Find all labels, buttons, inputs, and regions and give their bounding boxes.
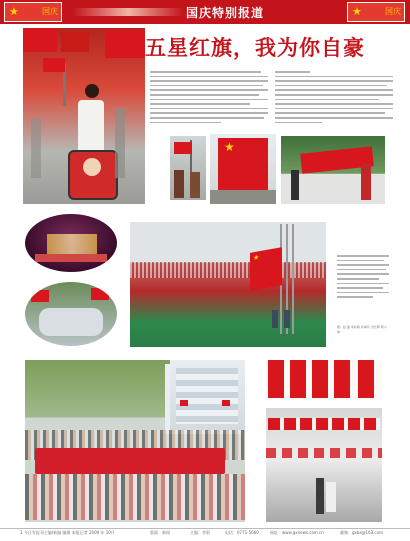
photo-school-building — [170, 360, 245, 430]
photo-hanging-flags — [266, 360, 382, 400]
headline: 五星红旗，我为你自豪 — [145, 36, 365, 60]
photo-byline: 图：赵 夏 李彩娟 许梅玲 田志辉 陈小坤 — [337, 325, 387, 334]
photo-car-with-flags — [25, 282, 117, 346]
newspaper-logo-right — [347, 2, 405, 22]
decorative-ribbon — [72, 8, 184, 16]
footer-item: 邮箱：gxbs@163.com — [340, 530, 383, 535]
photo-children-raising-flag — [170, 136, 206, 200]
article-body-col-3 — [337, 252, 389, 322]
footer-item: 主编：李莉 — [190, 530, 210, 535]
section-title: 国庆特别报道 — [186, 6, 265, 20]
photo-street-with-flags — [266, 408, 382, 522]
photo-stage-performance — [25, 214, 117, 272]
article-body-col-2 — [275, 68, 393, 138]
star-icon: ★ — [9, 5, 19, 18]
logo-right-text: 国庆 — [385, 7, 401, 16]
photo-flag-closeup: ★ — [210, 134, 276, 204]
newspaper-logo-left — [4, 2, 62, 22]
photo-woman-with-flag — [23, 28, 145, 204]
footer-item: 电话：0771-5660 — [225, 530, 259, 535]
photo-people-with-big-flag — [281, 136, 385, 204]
photo-flag-raising-ceremony: ★ — [130, 222, 326, 347]
footer-item: 1 今日有报刊主编/新编 编辑 本报记者 2009 年 10月 — [20, 530, 115, 535]
star-icon: ★ — [352, 5, 362, 18]
footer-item: 网址：www.gxnews.com.cn — [270, 530, 324, 535]
logo-left-text: 国庆 — [42, 7, 58, 16]
footer-item: 版面：新闻 — [150, 530, 170, 535]
article-body-col-1 — [150, 68, 268, 138]
